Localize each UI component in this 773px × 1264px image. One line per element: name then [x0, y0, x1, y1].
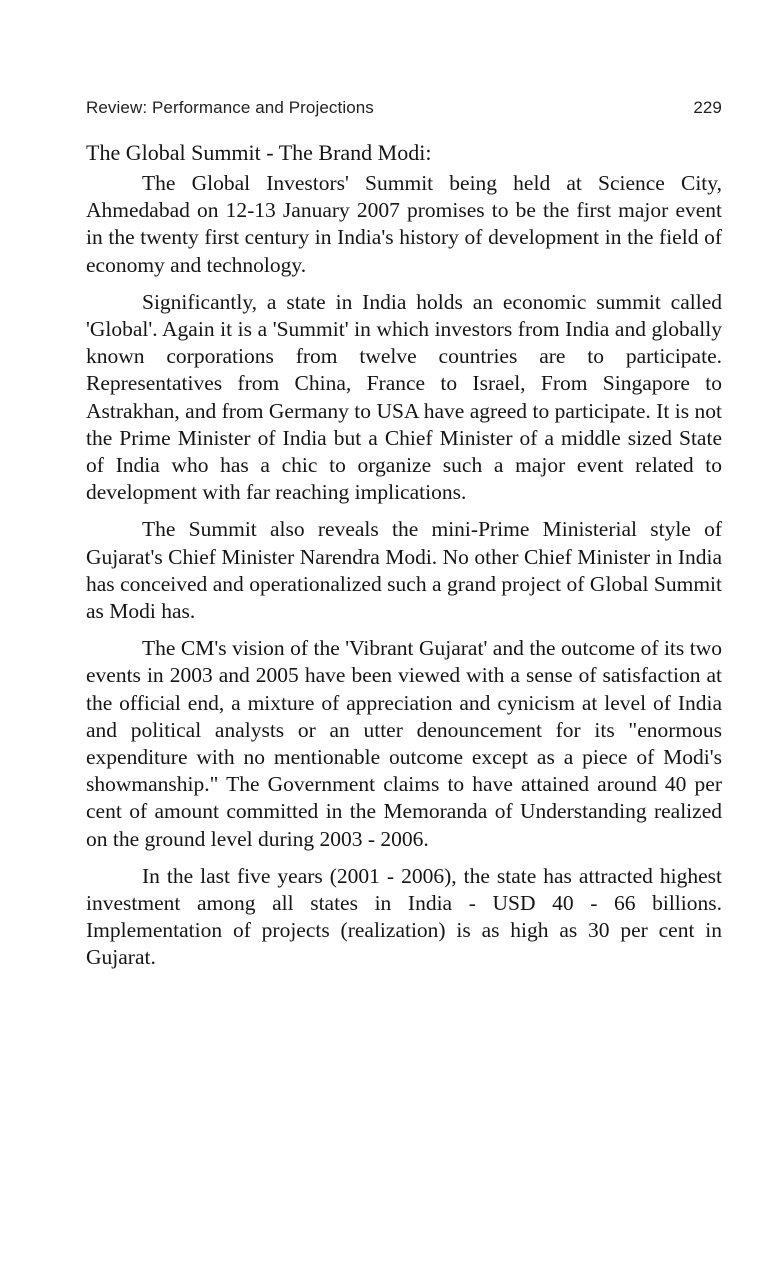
- paragraph-ministerial-style: The Summit also reveals the mini-Prime Ministerial style of Gujarat's Chief Minister Narendra Modi. No other Chief Minister in India has conceived and operationalized such a grand project of Global Summit as Modi has.: [86, 517, 722, 624]
- paragraph-investment: In the last five years (2001 - 2006), the state has attracted highest investment among all states in India - USD 40 - 66 billions. Implementation of projects (realization) is as high as 30 per cent in Gujarat.: [86, 863, 722, 970]
- book-page: [86, 98, 722, 982]
- running-header: [86, 98, 722, 124]
- running-title: Review: Performance and Projections: [86, 98, 374, 117]
- paragraph-vibrant-gujarat: The CM's vision of the 'Vibrant Gujarat' and the outcome of its two events in 2003 and 2005 have been viewed with a sense of satisfaction at the official end, a mixture of appreciation and cynicism at level of India and political analysts or an utter denouncement for its "enormous expenditure with no mentionable outcome except as a piece of Modi's showmanship." The Government claims to have attained around 40 per cent of amount committed in the Memoranda of Understanding realized on the ground level during 2003 - 2006.: [86, 636, 722, 851]
- paragraph-global-participation: Significantly, a state in India holds an economic summit called 'Global'. Again it is a 'Summit' in which investors from India and globally known corporations from twelve countries are to participate. Representatives from China, France to Israel, From Singapore to Astrakhan, and from Germany to USA have agreed to participate. It is not the Prime Minister of India but a Chief Minister of a middle sized State of India who has a chic to organize such a major event related to development with far reaching implications.: [86, 289, 722, 505]
- paragraph-summit-intro: The Global Investors' Summit being held at Science City, Ahmedabad on 12-13 January 2007 promises to be the first major event in the twenty first century in India's history of development in the field of economy and technology.: [86, 171, 722, 277]
- section-heading: The Global Summit - The Brand Modi:: [86, 140, 432, 165]
- page-number: 229: [693, 98, 722, 117]
